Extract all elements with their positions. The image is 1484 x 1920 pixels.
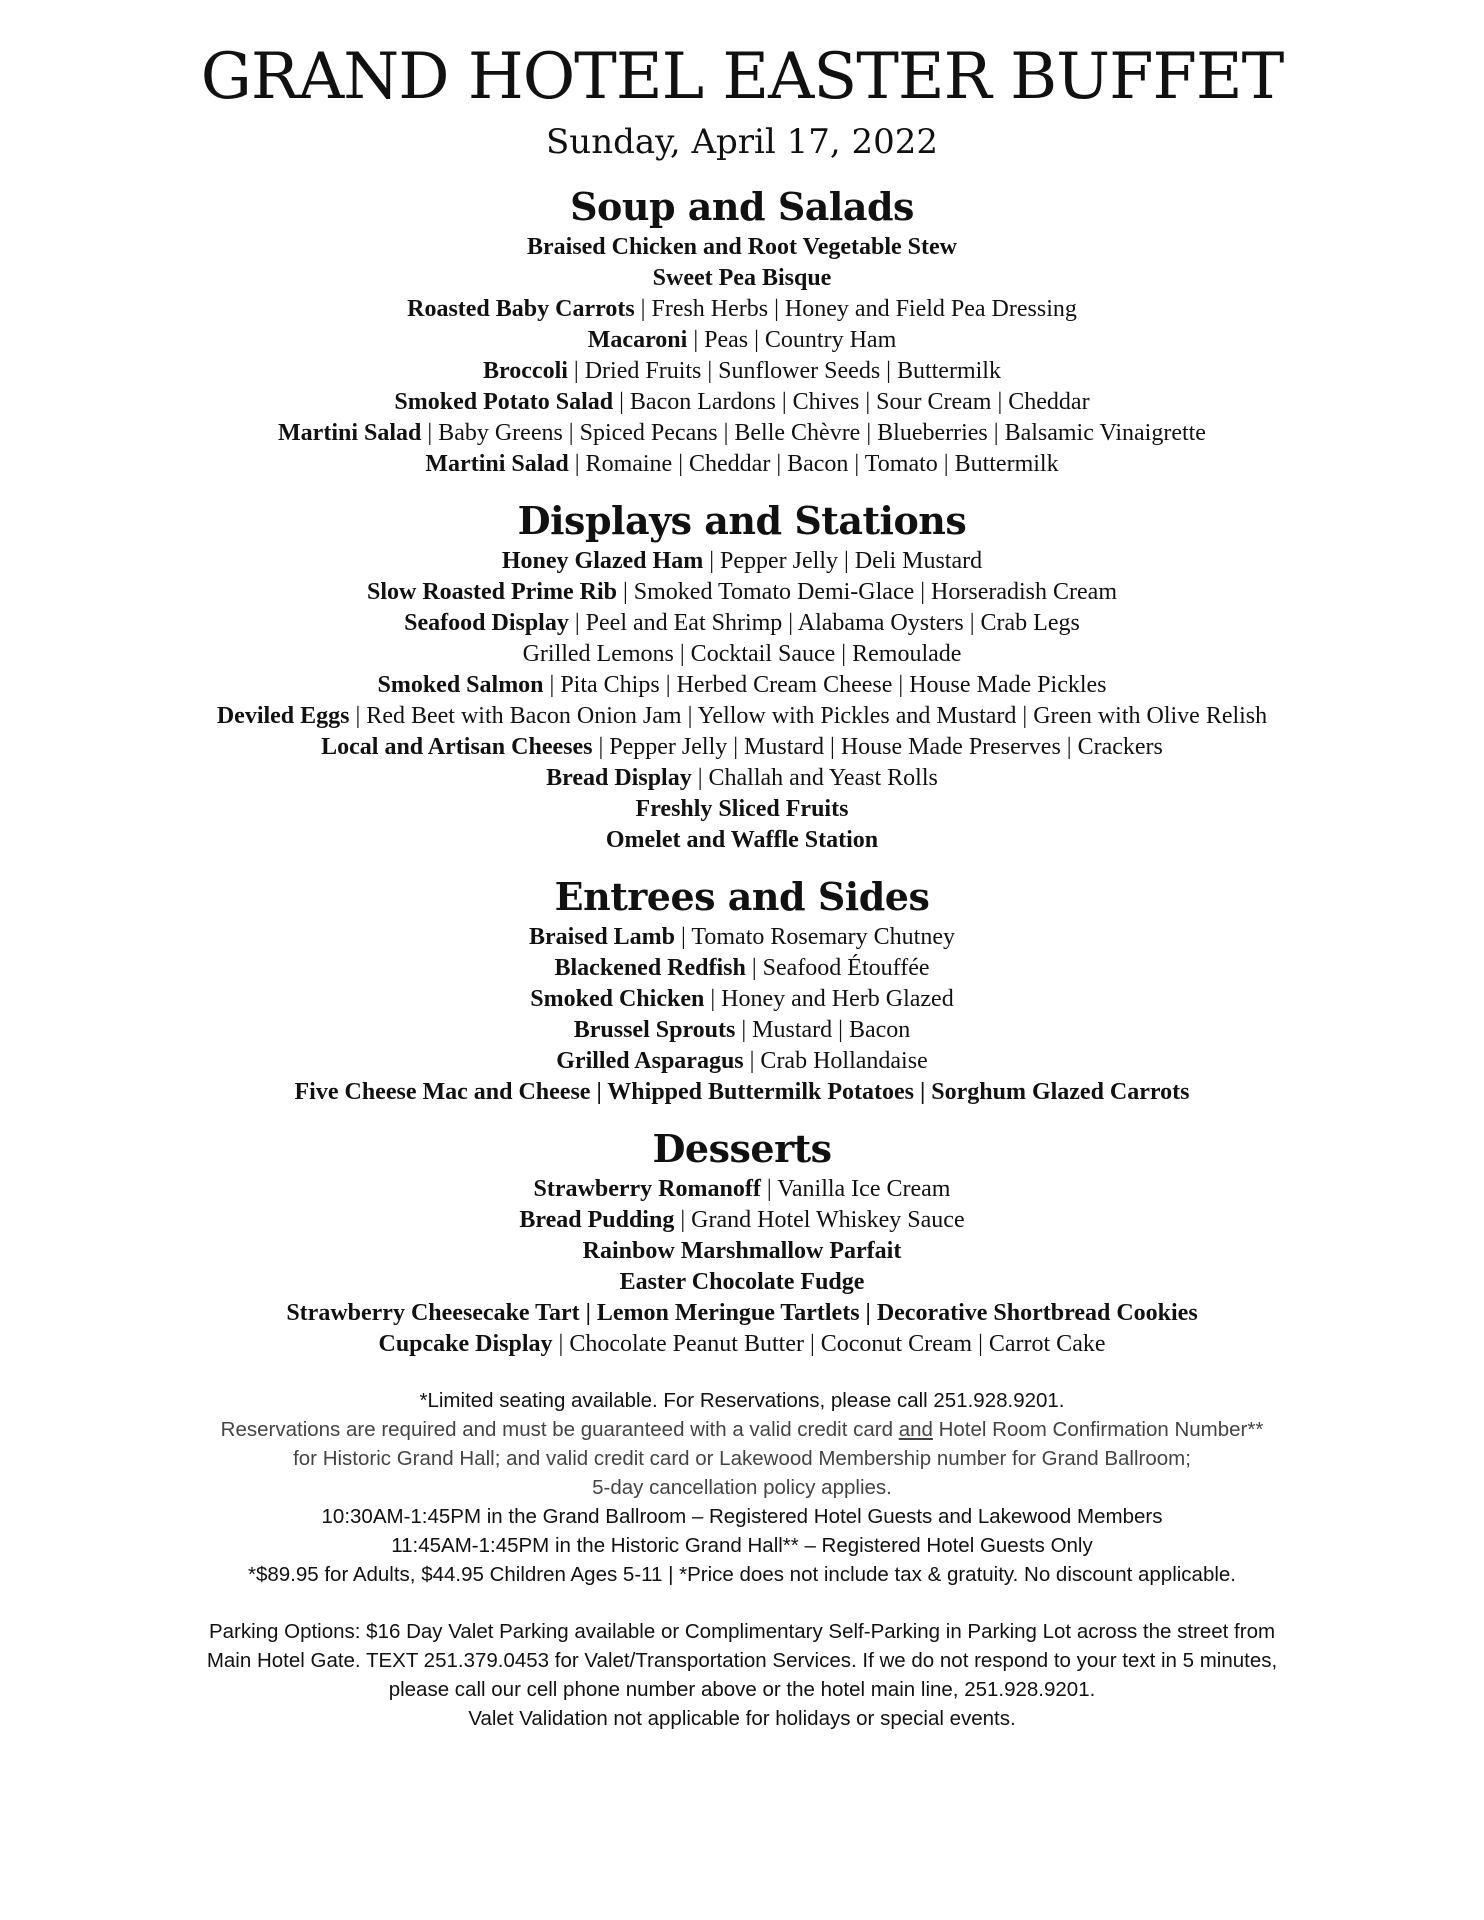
menu-item bbox=[0, 1046, 1484, 1077]
menu-item-accompaniments: | Chocolate Peanut Butter | Coconut Cream | Carrot Cake bbox=[552, 1331, 1106, 1357]
menu-item-accompaniments: | Baby Greens | Spiced Pecans | Belle Chèvre | Blueberries | Balsamic Vinaigrette bbox=[421, 420, 1206, 446]
menu-item bbox=[0, 953, 1484, 984]
menu-item-accompaniments: | Romaine | Cheddar | Bacon | Tomato | Buttermilk bbox=[568, 451, 1059, 477]
menu-item-accompaniments: | Fresh Herbs | Honey and Field Pea Dressing bbox=[634, 296, 1077, 322]
menu-item-accompaniments: | Peas | Country Ham bbox=[687, 327, 897, 353]
menu-section bbox=[0, 874, 1484, 1108]
menu-item bbox=[0, 1205, 1484, 1236]
menu-item-accompaniments: | Crab Hollandaise bbox=[743, 1048, 928, 1074]
menu-item bbox=[0, 418, 1484, 449]
menu-item bbox=[0, 763, 1484, 794]
menu-item-accompaniments: | Tomato Rosemary Chutney bbox=[675, 924, 955, 950]
menu-item-name: Bread Pudding bbox=[519, 1207, 675, 1233]
menu-item bbox=[0, 984, 1484, 1015]
parking-line: Main Hotel Gate. TEXT 251.379.0453 for Valet/Transportation Services. If we do not respond to your text in 5 minutes, bbox=[206, 1649, 1278, 1672]
menu-item bbox=[0, 825, 1484, 856]
menu-item-name: Brussel Sprouts bbox=[573, 1017, 736, 1043]
menu-item-name: Strawberry Romanoff bbox=[533, 1176, 761, 1202]
menu-item-name: Braised Chicken and Root Vegetable Stew bbox=[526, 234, 958, 260]
menu-section bbox=[0, 498, 1484, 856]
menu-item-name: Bread Display bbox=[546, 765, 692, 791]
menu-item bbox=[0, 922, 1484, 953]
menu-item bbox=[0, 1077, 1484, 1108]
menu-item-accompaniments: | Dried Fruits | Sunflower Seeds | Buttermilk bbox=[567, 358, 1001, 384]
menu-item bbox=[0, 263, 1484, 294]
menu-item bbox=[0, 1236, 1484, 1267]
menu-item bbox=[0, 294, 1484, 325]
menu-item-name: Braised Lamb bbox=[529, 924, 676, 950]
menu-title: GRAND HOTEL EASTER BUFFET bbox=[200, 40, 1284, 114]
menu-item-accompaniments: | Peel and Eat Shrimp | Alabama Oysters | Crab Legs bbox=[568, 610, 1080, 636]
menu-item-name: Local and Artisan Cheeses bbox=[321, 734, 593, 760]
menu-item-accompaniments: Grilled Lemons | Cocktail Sauce | Remoulade bbox=[522, 641, 962, 667]
menu-item-name: Blackened Redfish bbox=[554, 955, 746, 981]
menu-item bbox=[0, 670, 1484, 701]
menu-item-accompaniments: | Mustard | Bacon bbox=[735, 1017, 911, 1043]
menu-item-name: Rainbow Marshmallow Parfait bbox=[582, 1238, 902, 1264]
section-heading: Soup and Salads bbox=[570, 184, 914, 229]
menu-item-accompaniments: | Bacon Lardons | Chives | Sour Cream | Cheddar bbox=[613, 389, 1090, 415]
menu-item-accompaniments: | Pepper Jelly | Mustard | House Made Preserves | Crackers bbox=[592, 734, 1163, 760]
menu-item-name: Seafood Display bbox=[404, 610, 569, 636]
menu-item-accompaniments: | Red Beet with Bacon Onion Jam | Yellow with Pickles and Mustard | Green with Olive Relish bbox=[349, 703, 1268, 729]
menu-item-accompaniments: | Pepper Jelly | Deli Mustard bbox=[703, 548, 983, 574]
menu-item-name: Smoked Potato Salad bbox=[394, 389, 614, 415]
reservation-requirement-2: for Historic Grand Hall; and valid credit card or Lakewood Membership number for Grand Ballroom; bbox=[293, 1447, 1191, 1470]
menu-item-name: Slow Roasted Prime Rib bbox=[366, 579, 617, 605]
menu-item bbox=[0, 732, 1484, 763]
menu-item-accompaniments: | Honey and Herb Glazed bbox=[704, 986, 954, 1012]
menu-item-name: Five Cheese Mac and Cheese | Whipped Buttermilk Potatoes | Sorghum Glazed Carrots bbox=[294, 1079, 1190, 1105]
menu-item bbox=[0, 577, 1484, 608]
menu-item bbox=[0, 1015, 1484, 1046]
menu-item bbox=[0, 608, 1484, 639]
menu-item bbox=[0, 1329, 1484, 1360]
parking-line: Valet Validation not applicable for holidays or special events. bbox=[468, 1707, 1016, 1730]
menu-sections bbox=[0, 184, 1484, 1360]
menu-item bbox=[0, 232, 1484, 263]
menu-item-accompaniments: | Vanilla Ice Cream bbox=[760, 1176, 951, 1202]
menu-item-accompaniments: | Pita Chips | Herbed Cream Cheese | House Made Pickles bbox=[543, 672, 1107, 698]
menu-item-name: Smoked Chicken bbox=[530, 986, 705, 1012]
menu-item-name: Easter Chocolate Fudge bbox=[619, 1269, 865, 1295]
menu-item bbox=[0, 1298, 1484, 1329]
menu-item-name: Grilled Asparagus bbox=[556, 1048, 744, 1074]
menu-item-name: Omelet and Waffle Station bbox=[605, 827, 879, 853]
section-heading: Displays and Stations bbox=[517, 498, 967, 543]
menu-item-accompaniments: | Grand Hotel Whiskey Sauce bbox=[674, 1207, 965, 1233]
menu-item bbox=[0, 639, 1484, 670]
event-date: Sunday, April 17, 2022 bbox=[546, 122, 938, 162]
parking-info bbox=[0, 1617, 1484, 1733]
reservation-requirement: Reservations are required and must be guaranteed with a valid credit card and Hotel Room Confirmation Number** bbox=[220, 1418, 1264, 1441]
menu-item bbox=[0, 1174, 1484, 1205]
menu-item-name: Broccoli bbox=[483, 358, 568, 384]
menu-item-accompaniments: | Smoked Tomato Demi-Glace | Horseradish Cream bbox=[616, 579, 1117, 605]
menu-section bbox=[0, 1126, 1484, 1360]
menu-item bbox=[0, 546, 1484, 577]
menu-item bbox=[0, 1267, 1484, 1298]
menu-item bbox=[0, 325, 1484, 356]
cancellation-policy: 5-day cancellation policy applies. bbox=[592, 1476, 892, 1499]
menu-item-name: Cupcake Display bbox=[378, 1331, 553, 1357]
menu-item-name: Honey Glazed Ham bbox=[501, 548, 704, 574]
menu-item-name: Smoked Salmon bbox=[377, 672, 544, 698]
menu-item-name: Sweet Pea Bisque bbox=[652, 265, 832, 291]
time-historic-grand-hall: 11:45AM-1:45PM in the Historic Grand Hall** – Registered Hotel Guests Only bbox=[391, 1534, 1093, 1557]
menu-item-name: Roasted Baby Carrots bbox=[407, 296, 635, 322]
parking-line: please call our cell phone number above or the hotel main line, 251.928.9201. bbox=[388, 1678, 1096, 1701]
menu-item-name: Martini Salad bbox=[425, 451, 569, 477]
section-heading: Desserts bbox=[652, 1126, 832, 1171]
menu-item bbox=[0, 387, 1484, 418]
pricing-note: *$89.95 for Adults, $44.95 Children Ages 5-11 | *Price does not include tax & gratuity. No discount applicable. bbox=[247, 1563, 1237, 1586]
menu-item bbox=[0, 701, 1484, 732]
time-grand-ballroom: 10:30AM-1:45PM in the Grand Ballroom – Registered Hotel Guests and Lakewood Members bbox=[321, 1505, 1163, 1528]
menu-section bbox=[0, 184, 1484, 480]
menu-item-accompaniments: | Seafood Étouffée bbox=[745, 955, 930, 981]
parking-line: Parking Options: $16 Day Valet Parking available or Complimentary Self-Parking in Parking Lot across the street from bbox=[208, 1620, 1276, 1643]
reservation-notes bbox=[0, 1386, 1484, 1589]
menu-item bbox=[0, 794, 1484, 825]
menu-item-name: Macaroni bbox=[587, 327, 688, 353]
menu-item-name: Strawberry Cheesecake Tart | Lemon Meringue Tartlets | Decorative Shortbread Cookies bbox=[286, 1300, 1198, 1326]
menu-item-name: Martini Salad bbox=[278, 420, 422, 446]
menu-item bbox=[0, 449, 1484, 480]
menu-item-name: Freshly Sliced Fruits bbox=[635, 796, 849, 822]
section-heading: Entrees and Sides bbox=[554, 874, 930, 919]
menu-item-accompaniments: | Challah and Yeast Rolls bbox=[691, 765, 938, 791]
seating-note: *Limited seating available. For Reservations, please call 251.928.9201. bbox=[419, 1389, 1065, 1412]
menu-item-name: Deviled Eggs bbox=[216, 703, 350, 729]
menu-item bbox=[0, 356, 1484, 387]
